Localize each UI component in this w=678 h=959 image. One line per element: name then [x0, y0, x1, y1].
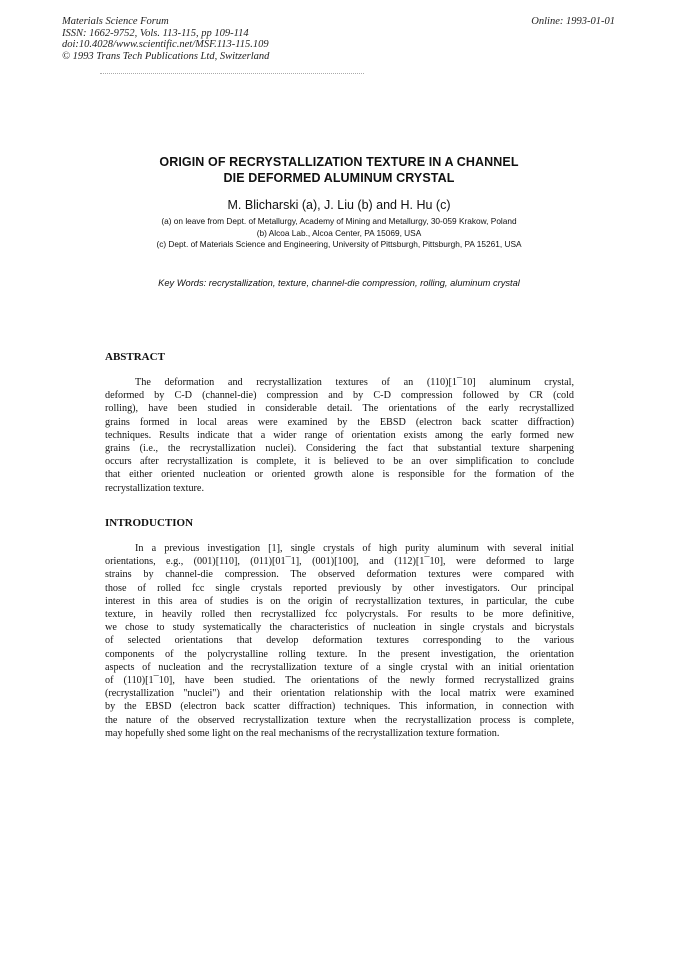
text-line: by the EBSD (electron back scatter diffraction) techniques. This information, in connection with — [105, 701, 574, 713]
text-line: recrystallization texture. — [105, 482, 204, 494]
affiliation-a: (a) on leave from Dept. of Metallurgy, Academy of Mining and Metallurgy, 30-059 Krakow, Poland — [161, 216, 517, 226]
text-line: The deformation and recrystallization textures of an (110)[1¯10] aluminum crystal, — [135, 377, 574, 388]
text-line: In a previous investigation [1], single crystals of high purity aluminum with several initial — [135, 543, 574, 554]
keywords: Key Words: recrystallization, texture, channel-die compression, rolling, aluminum crystal — [158, 278, 520, 288]
text-line: we chose to study systematically the characteristics of nucleation in single crystals and bicrystals — [105, 622, 574, 634]
affiliations — [90, 216, 588, 251]
text-line: aspects of nucleation and the recrystallization texture of a single crystal with an initial orientation — [105, 661, 574, 673]
text-line: the nature of the observed recrystallization texture when the recrystallization process is complete, — [105, 714, 574, 726]
text-line: techniques. Results indicate that a wider range of orientation exists among the early formed new — [105, 429, 574, 441]
text-line: that either oriented nucleation or oriented growth alone is responsible for the formation of the — [105, 469, 574, 481]
journal-header — [62, 16, 269, 62]
text-line: components of the polycrystalline rolling texture. In the present investigation, the orientation — [105, 648, 574, 660]
abstract-body — [105, 376, 574, 495]
text-line: of (110)[1¯10], have been studied. The orientations of the newly formed recrystallized grains — [105, 675, 574, 687]
text-line: interest in this area of studies is on the origin of recrystallization textures, in particular, the cube — [105, 595, 574, 607]
paper-title — [100, 154, 578, 186]
text-line: (recrystallization "nuclei") and their orientation relationship with the local matrix were examined — [105, 688, 574, 700]
introduction-body — [105, 542, 574, 740]
author-list: M. Blicharski (a), J. Liu (b) and H. Hu (c) — [227, 198, 451, 212]
text-line: grains (i.e., the recrystallization nuclei). Considering the fact that substantial texture sharpening — [105, 443, 574, 455]
copyright-line: © 1993 Trans Tech Publications Ltd, Switzerland — [62, 50, 270, 62]
text-line: of selected orientations that develop deformation textures corresponding to the various — [105, 635, 574, 647]
introduction-heading: INTRODUCTION — [105, 517, 194, 529]
text-line: rolling), have been studied in considerable detail. The orientations of the early recrystallized — [105, 403, 574, 415]
text-line: may hopefully shed some light on the real mechanisms of the recrystallization texture formation. — [105, 727, 500, 739]
title-line: ORIGIN OF RECRYSTALLIZATION TEXTURE IN A CHANNEL — [159, 155, 519, 169]
text-line: those of rolled fcc single crystals reported previously by other investigators. Our principal — [105, 582, 574, 594]
online-date: Online: 1993-01-01 — [531, 16, 615, 27]
doi-line[interactable]: doi:10.4028/www.scientific.net/MSF.113-115.109 — [62, 39, 269, 50]
header-divider — [100, 73, 364, 74]
text-line: grains formed in local areas were examined by the EBSD (electron back scatter diffraction) — [105, 416, 574, 428]
title-line: DIE DEFORMED ALUMINUM CRYSTAL — [223, 171, 455, 185]
affiliation-b: (b) Alcoa Lab., Alcoa Center, PA 15069, USA — [256, 227, 422, 238]
text-line: occurs after recrystallization is complete, it is believed to be an over simplification to conclude — [105, 456, 574, 468]
issn-line: ISSN: 1662-9752, Vols. 113-115, pp 109-114 — [62, 27, 249, 39]
abstract-heading: ABSTRACT — [105, 351, 165, 363]
affiliation-c: (c) Dept. of Materials Science and Engineering, University of Pittsburgh, Pittsburgh, PA 15261, USA — [156, 239, 522, 250]
text-line: deformed by C-D (channel-die) compression and by C-D compression followed by CR (cold — [105, 390, 574, 402]
text-line: orientations, e.g., (001)[110], (011)[01¯1], (001)[100], and (112)[1¯10], were deformed to large — [105, 556, 574, 568]
journal-name: Materials Science Forum — [62, 16, 169, 27]
text-line: strains by channel-die compression. The observed deformation textures were compared with — [105, 569, 574, 581]
text-line: texture, in heavily rolled then recrystallized fcc polycrystals. For results to be more definitive, — [105, 609, 574, 621]
